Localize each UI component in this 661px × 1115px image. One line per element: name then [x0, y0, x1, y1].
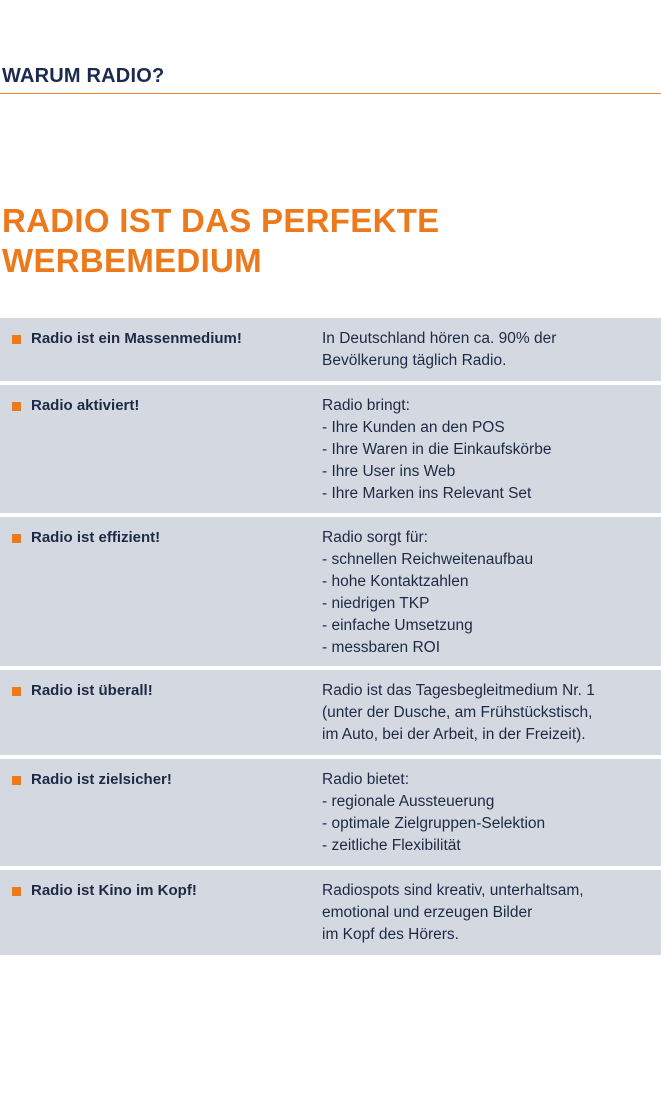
description-line: - Ihre Kunden an den POS [322, 419, 505, 436]
benefit-description [322, 880, 657, 946]
benefit-claim: Radio ist Kino im Kopf! [31, 882, 197, 899]
benefit-row [0, 670, 661, 755]
benefit-description [322, 680, 657, 746]
description-line: - messbaren ROI [322, 639, 441, 656]
benefit-description [322, 328, 657, 372]
bullet-square-icon [12, 887, 21, 896]
benefit-description [322, 527, 657, 659]
section-header [0, 61, 661, 94]
bullet-square-icon [12, 776, 21, 785]
benefit-claim: Radio ist überall! [31, 682, 153, 699]
description-line: Radio bringt: [322, 397, 410, 414]
bullet-square-icon [12, 534, 21, 543]
description-line: - schnellen Reichweitenaufbau [322, 551, 534, 568]
headline-line-2: WERBEMEDIUM [2, 242, 262, 279]
benefit-row [0, 759, 661, 866]
benefit-description [322, 769, 657, 857]
benefit-row [0, 385, 661, 513]
benefit-claim: Radio ist effizient! [31, 529, 161, 546]
description-line: Radio ist das Tagesbegleitmedium Nr. 1 [322, 682, 595, 699]
bullet-square-icon [12, 335, 21, 344]
description-line: im Auto, bei der Arbeit, in der Freizeit). [322, 726, 586, 743]
benefit-claim: Radio ist zielsicher! [31, 771, 172, 788]
description-line: Radiospots sind kreativ, unterhaltsam, [322, 882, 584, 899]
description-line: In Deutschland hören ca. 90% der [322, 330, 557, 347]
benefit-row [0, 517, 661, 666]
description-line: - zeitliche Flexibilität [322, 837, 461, 854]
benefit-row [0, 318, 661, 381]
benefit-claim: Radio ist ein Massenmedium! [31, 330, 242, 347]
bullet-square-icon [12, 687, 21, 696]
description-line: Bevölkerung täglich Radio. [322, 352, 507, 369]
benefit-description [322, 395, 657, 505]
description-line: - einfache Umsetzung [322, 617, 473, 634]
bullet-square-icon [12, 402, 21, 411]
description-line: emotional und erzeugen Bilder [322, 904, 533, 921]
description-line: - Ihre Waren in die Einkaufskörbe [322, 441, 552, 458]
description-line: Radio sorgt für: [322, 529, 428, 546]
description-line: - Ihre User ins Web [322, 463, 456, 480]
section-title: WARUM RADIO? [2, 65, 165, 87]
benefits-list [0, 318, 661, 959]
benefit-claim: Radio aktiviert! [31, 397, 140, 414]
description-line: - regionale Aussteuerung [322, 793, 495, 810]
description-line: - optimale Zielgruppen-Selektion [322, 815, 546, 832]
page-headline [2, 201, 642, 281]
description-line: - Ihre Marken ins Relevant Set [322, 485, 532, 502]
description-line: Radio bietet: [322, 771, 410, 788]
description-line: - hohe Kontaktzahlen [322, 573, 469, 590]
description-line: (unter der Dusche, am Frühstückstisch, [322, 704, 593, 721]
headline-line-1: RADIO IST DAS PERFEKTE [2, 202, 440, 239]
description-line: - niedrigen TKP [322, 595, 430, 612]
benefit-row [0, 870, 661, 955]
description-line: im Kopf des Hörers. [322, 926, 459, 943]
